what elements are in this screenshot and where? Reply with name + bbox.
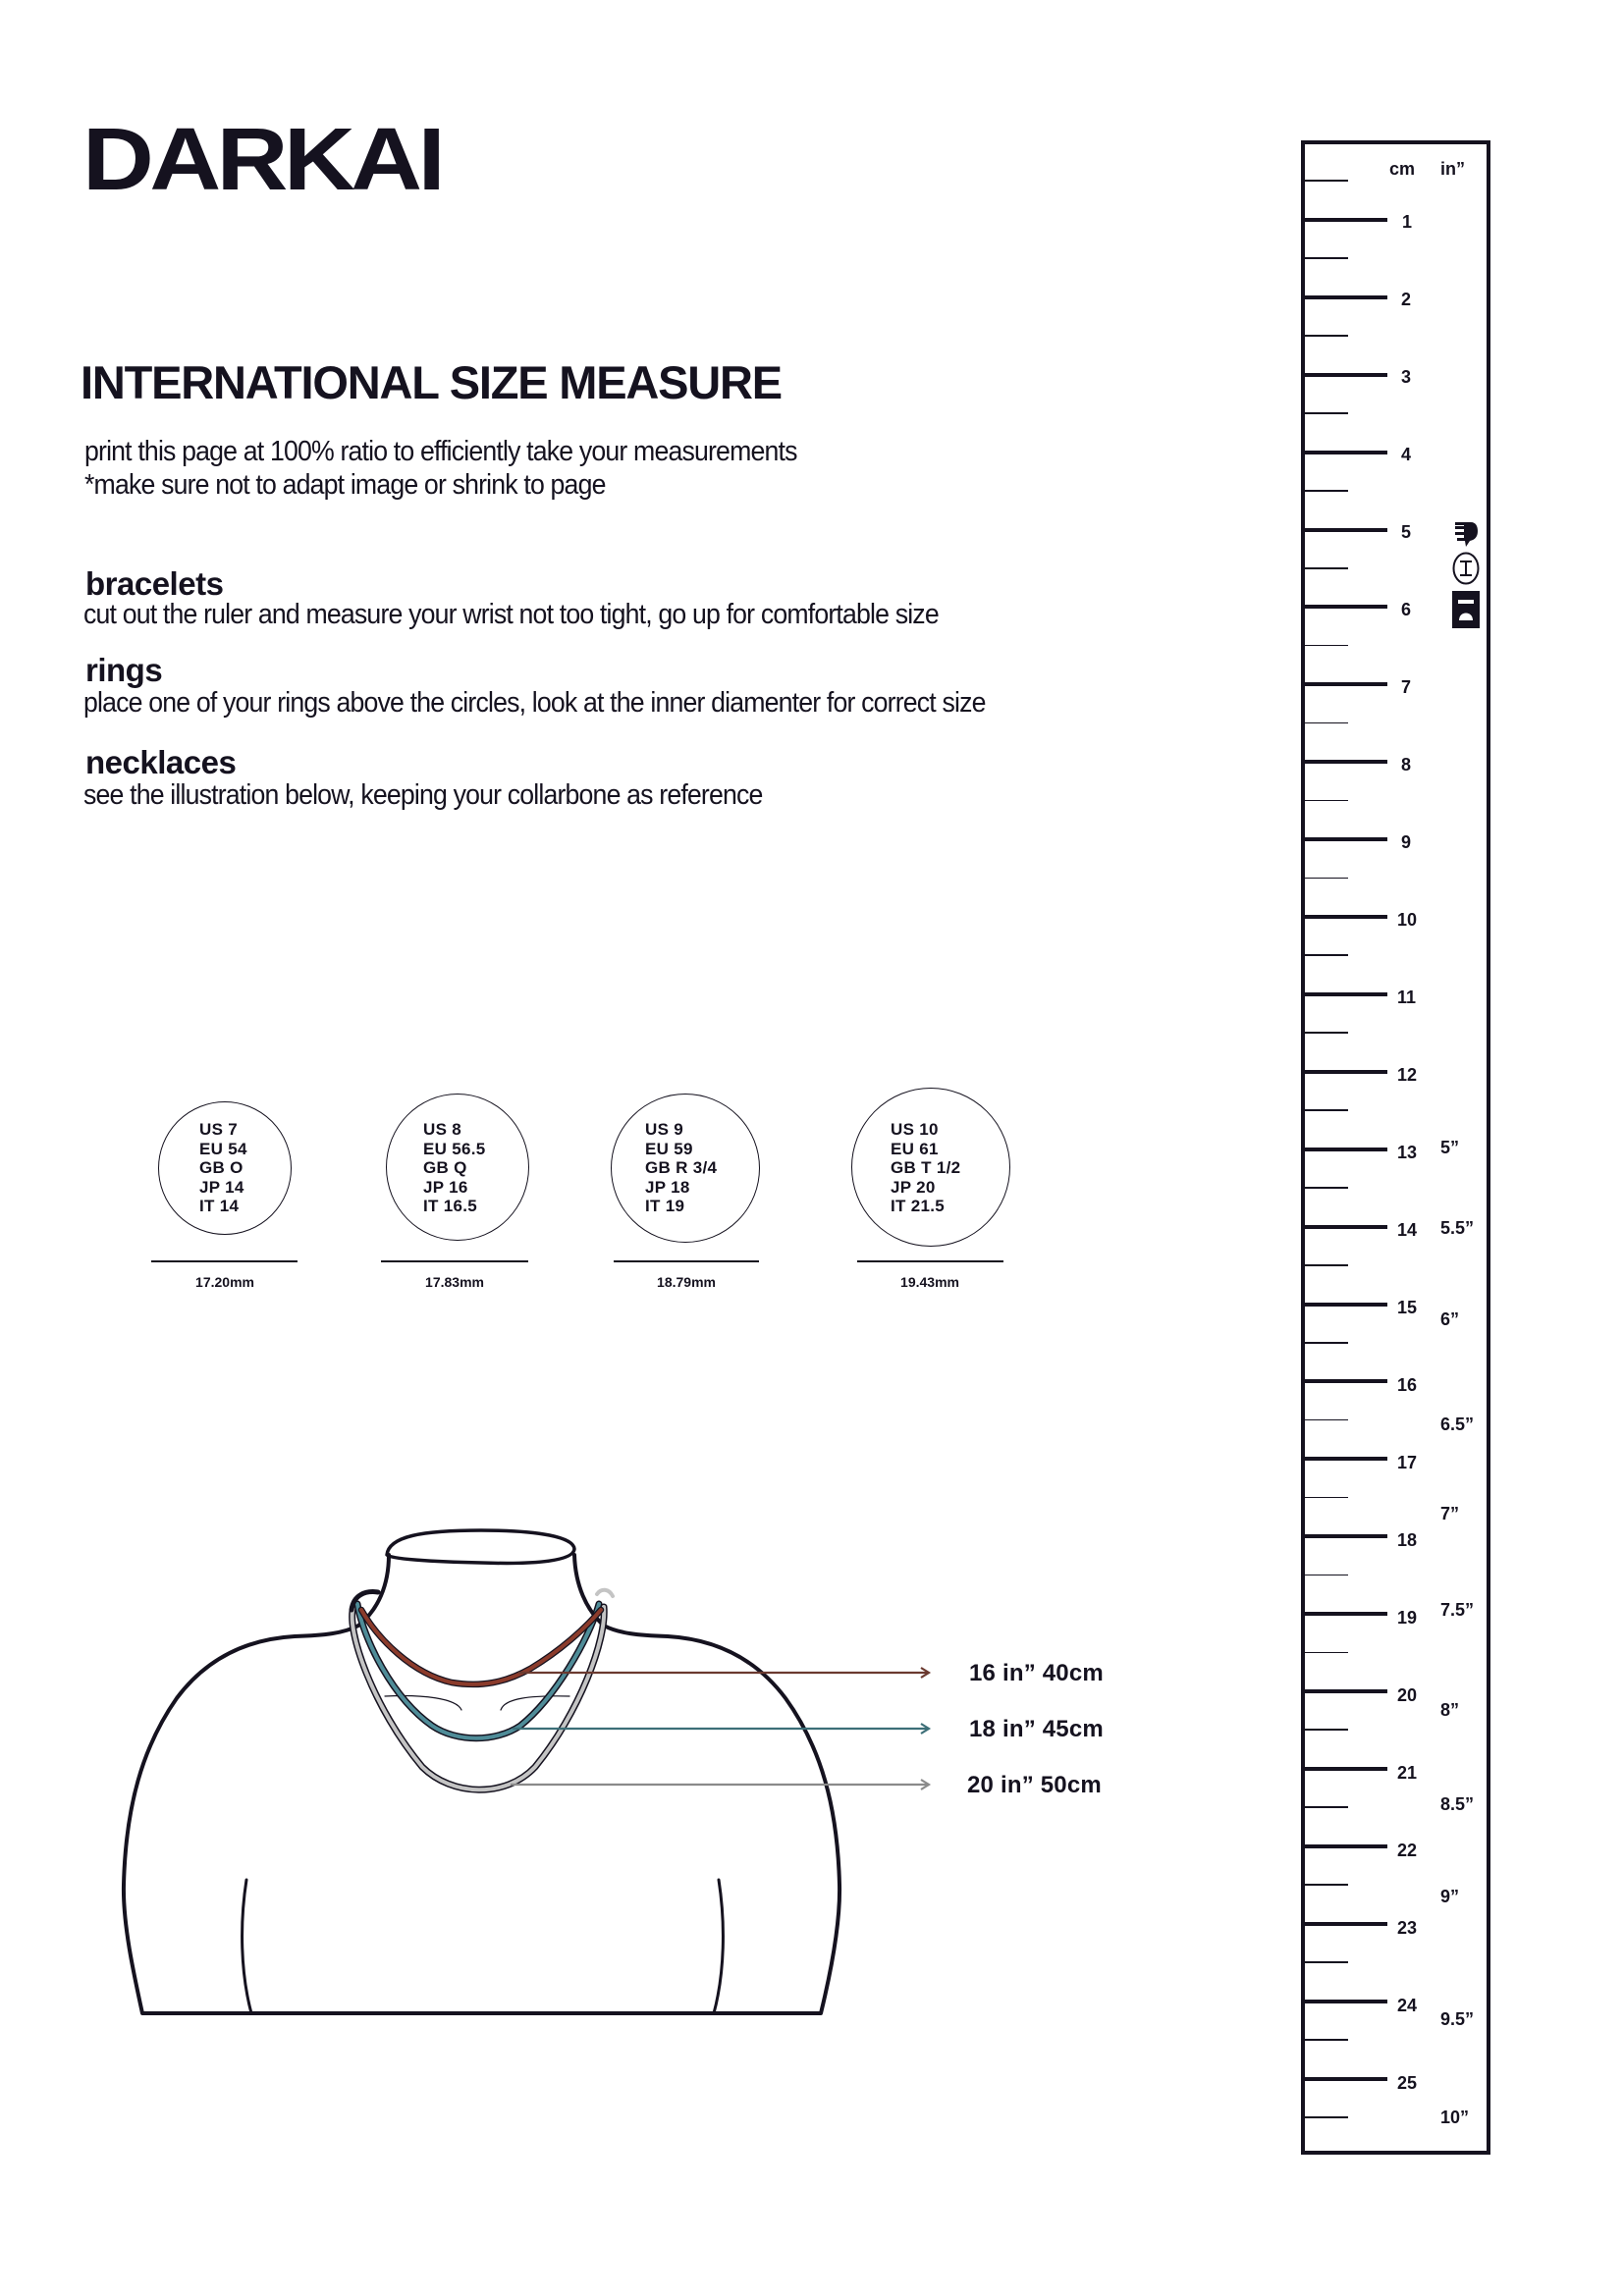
ruler-half-cm-tick bbox=[1305, 1032, 1348, 1034]
ruler-half-cm-tick bbox=[1305, 2039, 1348, 2041]
ruler-half-cm-tick bbox=[1305, 645, 1348, 647]
ring-sizes: US 10 EU 61 GB T 1/2 JP 20 IT 21.5 bbox=[891, 1120, 961, 1215]
ruler-half-cm-tick bbox=[1305, 1497, 1348, 1499]
ruler-cm-tick bbox=[1305, 451, 1387, 454]
ruler-cm-tick bbox=[1305, 1844, 1387, 1848]
ruler-half-cm-tick bbox=[1305, 954, 1348, 956]
ruler-half-cm-tick bbox=[1305, 1729, 1348, 1731]
ring-sizes: US 8 EU 56.5 GB Q JP 16 IT 16.5 bbox=[423, 1120, 486, 1215]
cm-label: 9 bbox=[1401, 832, 1412, 852]
hand-pointer-icon bbox=[1453, 518, 1479, 550]
bracelets-text: cut out the ruler and measure your wrist not too tight, go up for comfortable size bbox=[83, 599, 939, 630]
cm-label: 13 bbox=[1397, 1143, 1418, 1162]
inch-label: 5.5” bbox=[1440, 1218, 1475, 1238]
cm-label: 15 bbox=[1397, 1298, 1418, 1317]
ruler-cm-tick bbox=[1305, 1148, 1387, 1151]
ring-sizes: US 7 EU 54 GB O JP 14 IT 14 bbox=[199, 1120, 247, 1215]
ruler-cm-tick bbox=[1305, 1303, 1387, 1307]
ruler-half-cm-tick bbox=[1305, 490, 1348, 492]
bracelets-heading: bracelets bbox=[85, 565, 224, 602]
rings-heading: rings bbox=[85, 652, 163, 688]
necklaces-heading: necklaces bbox=[85, 744, 237, 780]
ring-diameter: 17.83mm bbox=[425, 1274, 484, 1290]
ruler-half-cm-tick bbox=[1305, 567, 1348, 569]
cm-label: 11 bbox=[1397, 988, 1417, 1007]
cm-label: 22 bbox=[1397, 1841, 1418, 1860]
ruler-cm-tick bbox=[1305, 1922, 1387, 1926]
ring-diameter: 19.43mm bbox=[900, 1274, 959, 1290]
inch-label: 10” bbox=[1440, 2108, 1470, 2127]
ruler-half-cm-tick bbox=[1305, 800, 1348, 802]
cm-label: 3 bbox=[1401, 367, 1412, 387]
ruler-cm-tick bbox=[1305, 682, 1387, 686]
ruler-cm-tick bbox=[1305, 992, 1387, 996]
inch-label: 8.5” bbox=[1440, 1794, 1475, 1814]
necklace-label-18in: 18 in” 45cm bbox=[969, 1716, 1104, 1742]
brand-logo: DARKAI bbox=[82, 111, 442, 209]
ruler-in-header: in” bbox=[1440, 159, 1465, 179]
print-instruction: print this page at 100% ratio to efficiently take your measurements bbox=[84, 436, 797, 467]
ruler-cm-tick bbox=[1305, 1070, 1387, 1074]
ruler-cm-tick bbox=[1305, 295, 1387, 299]
cm-label: 21 bbox=[1397, 1763, 1418, 1783]
cm-label: 18 bbox=[1397, 1530, 1418, 1550]
cm-label: 12 bbox=[1397, 1065, 1418, 1085]
ruler-half-cm-tick bbox=[1305, 257, 1348, 259]
ruler-cm-header: cm bbox=[1389, 159, 1416, 179]
inch-label: 8” bbox=[1440, 1700, 1460, 1720]
cm-label: 2 bbox=[1401, 290, 1412, 309]
darkai-monogram-icon bbox=[1452, 591, 1480, 628]
ruler-cm-tick bbox=[1305, 915, 1387, 919]
cm-label: 10 bbox=[1397, 910, 1418, 930]
ruler-half-cm-tick bbox=[1305, 1806, 1348, 1808]
ruler-cm-tick bbox=[1305, 837, 1387, 841]
necklace-label-16in: 16 in” 40cm bbox=[969, 1660, 1104, 1686]
ruler-cm-tick bbox=[1305, 1379, 1387, 1383]
cm-label: 5 bbox=[1401, 522, 1412, 542]
ruler-half-cm-tick bbox=[1305, 1419, 1348, 1421]
cm-label: 17 bbox=[1397, 1453, 1418, 1472]
inch-label: 5” bbox=[1440, 1138, 1460, 1157]
inch-label: 6.5” bbox=[1440, 1415, 1475, 1434]
inch-label: 6” bbox=[1440, 1309, 1460, 1329]
cm-label: 7 bbox=[1401, 677, 1412, 697]
cutout-ruler bbox=[1301, 140, 1490, 2155]
cm-label: 20 bbox=[1397, 1685, 1418, 1705]
cm-label: 25 bbox=[1397, 2073, 1418, 2093]
ruler-cm-tick bbox=[1305, 1767, 1387, 1771]
inch-label: 7.5” bbox=[1440, 1600, 1475, 1620]
ruler-half-cm-tick bbox=[1305, 180, 1348, 182]
cm-label: 4 bbox=[1401, 445, 1412, 464]
inch-label: 9.5” bbox=[1440, 2009, 1475, 2029]
ruler-cm-tick bbox=[1305, 1534, 1387, 1538]
ruler-half-cm-tick bbox=[1305, 878, 1348, 880]
cm-label: 6 bbox=[1401, 600, 1412, 619]
cm-label: 19 bbox=[1397, 1608, 1418, 1628]
ruler-cm-tick bbox=[1305, 218, 1387, 222]
ruler-cm-tick bbox=[1305, 2077, 1387, 2081]
cm-label: 14 bbox=[1397, 1220, 1418, 1240]
circled-it-icon bbox=[1452, 552, 1480, 585]
ruler-half-cm-tick bbox=[1305, 1884, 1348, 1886]
ruler-cm-tick bbox=[1305, 2000, 1387, 2003]
ruler-cm-tick bbox=[1305, 1457, 1387, 1461]
inch-label: 9” bbox=[1440, 1887, 1460, 1906]
cm-label: 24 bbox=[1397, 1996, 1418, 2015]
page-title: INTERNATIONAL SIZE MEASURE bbox=[81, 356, 782, 408]
ruler-cm-tick bbox=[1305, 373, 1387, 377]
rings-text: place one of your rings above the circles, look at the inner diamenter for correct size bbox=[83, 687, 986, 719]
ruler-cm-tick bbox=[1305, 1612, 1387, 1616]
cm-label: 8 bbox=[1401, 755, 1412, 774]
ruler-half-cm-tick bbox=[1305, 335, 1348, 337]
ruler-half-cm-tick bbox=[1305, 412, 1348, 414]
ruler-cm-tick bbox=[1305, 605, 1387, 609]
ruler-half-cm-tick bbox=[1305, 1342, 1348, 1344]
inch-label: 7” bbox=[1440, 1504, 1460, 1523]
ring-diameter: 17.20mm bbox=[195, 1274, 254, 1290]
cm-label: 1 bbox=[1402, 212, 1413, 232]
ring-sizes: US 9 EU 59 GB R 3/4 JP 18 IT 19 bbox=[645, 1120, 718, 1215]
ruler-half-cm-tick bbox=[1305, 1961, 1348, 1963]
cm-label: 23 bbox=[1397, 1918, 1418, 1938]
ruler-half-cm-tick bbox=[1305, 1575, 1348, 1576]
ruler-half-cm-tick bbox=[1305, 1264, 1348, 1266]
necklace-label-20in: 20 in” 50cm bbox=[967, 1772, 1102, 1798]
ruler-half-cm-tick bbox=[1305, 2116, 1348, 2118]
ruler-cm-tick bbox=[1305, 528, 1387, 532]
cm-label: 16 bbox=[1397, 1375, 1418, 1395]
ruler-cm-tick bbox=[1305, 1225, 1387, 1229]
necklaces-text: see the illustration below, keeping your collarbone as reference bbox=[83, 779, 763, 811]
ruler-half-cm-tick bbox=[1305, 1187, 1348, 1189]
scale-warning: *make sure not to adapt image or shrink to page bbox=[84, 469, 606, 501]
ruler-half-cm-tick bbox=[1305, 1652, 1348, 1654]
ruler-half-cm-tick bbox=[1305, 1109, 1348, 1111]
ring-diameter: 18.79mm bbox=[657, 1274, 716, 1290]
ruler-cm-tick bbox=[1305, 760, 1387, 764]
ruler-cm-tick bbox=[1305, 1689, 1387, 1693]
ruler-half-cm-tick bbox=[1305, 722, 1348, 724]
